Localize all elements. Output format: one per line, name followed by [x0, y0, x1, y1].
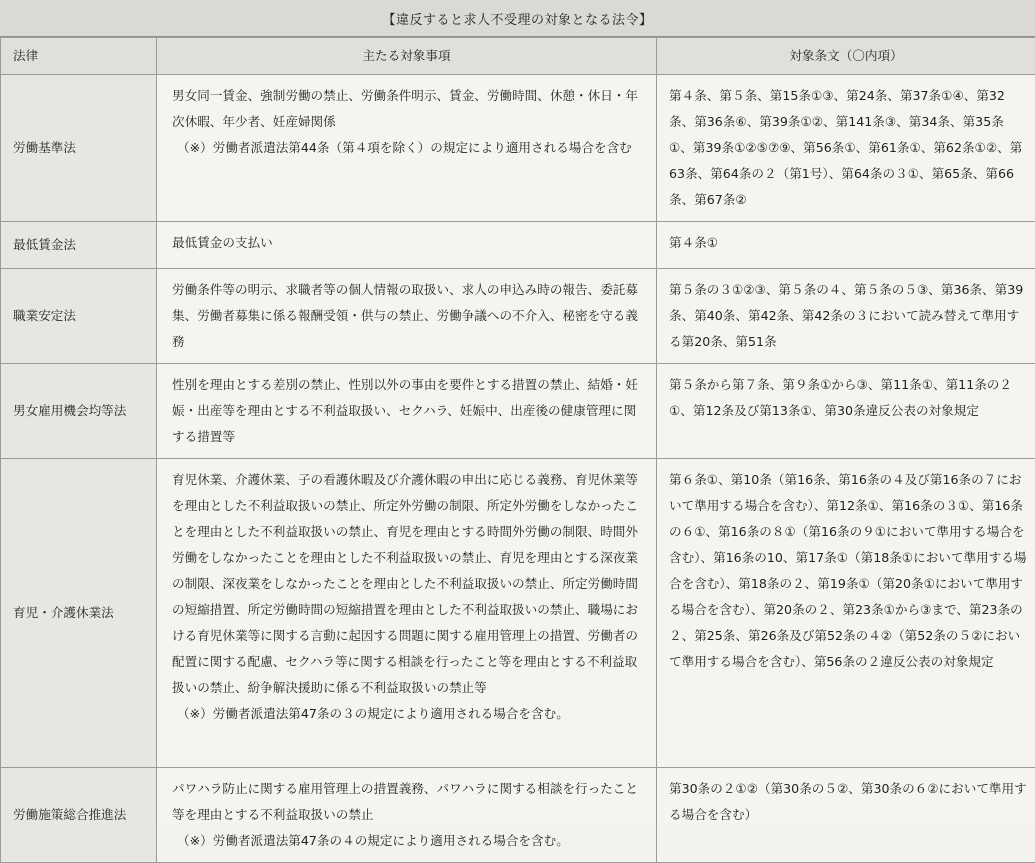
subject-cell [157, 75, 657, 222]
subject-text: 最低賃金の支払い [172, 235, 273, 250]
laws-table [0, 37, 1035, 863]
articles-cell: 第４条、第５条、第15条①③、第24条、第37条①④、第32条、第36条⑥、第39条①②、第141条③、第34条、第35条①、第39条①②⑤⑦⑨、第56条①、第61条①、第62条①②、第63条、第64条の２（第1号）、第64条の３①、第65条、第66条、第67条② [657, 75, 1035, 222]
subject-note: （※）労働者派遣法第47条の４の規定により適用される場合を含む。 [172, 828, 646, 854]
subject-text: 育児休業、介護休業、子の看護休暇及び介護休暇の申出に応じる義務、育児休業等を理由とした不利益取扱いの禁止、所定外労働の制限、所定外労働をしなかったことを理由とした不利益取扱いの禁止、育児を理由とする時間外労働の制限、時間外労働をしなかったことを理由とした不利益取扱いの禁止、育児を理由とする深夜業の制限、深夜業をしなかったことを理由とした不利益取扱いの禁止、所定労働時間の短縮措置、所定労働時間の短縮措置を理由とした不利益取扱いの禁止、職場における育児休業等に関する言動に起因する問題に関する雇用管理上の措置、労働者の配置に関する配慮、セクハラ等に関する相談を行ったこと等を理由とする不利益取扱いの禁止、紛争解決援助に係る不利益取扱いの禁止等 [172, 472, 638, 695]
table-row [1, 364, 1035, 459]
subject-cell [157, 768, 657, 863]
articles-cell: 第５条から第７条、第９条①から③、第11条①、第11条の２①、第12条及び第13条①、第30条違反公表の対象規定 [657, 364, 1035, 459]
header-row [1, 38, 1035, 75]
law-name: 職業安定法 [1, 269, 157, 364]
subject-note: （※）労働者派遣法第47条の３の規定により適用される場合を含む。 [172, 701, 646, 727]
law-name: 男女雇用機会均等法 [1, 364, 157, 459]
subject-note: （※）労働者派遣法第44条（第４項を除く）の規定により適用される場合を含む [172, 135, 646, 161]
table-caption: 【違反すると求人不受理の対象となる法令】 [0, 0, 1035, 37]
articles-cell: 第６条①、第10条（第16条、第16条の４及び第16条の７において準用する場合を含む）、第12条①、第16条の３①、第16条の６①、第16条の８①（第16条の９①において準用する場合を含む）、第16条の10、第17条①（第18条①において準用する場合を含む）、第18条の２、第19条①（第20条①において準用する場合を含む）、第20条の２、第23条①から③まで、第23条の２、第25条、第26条及び第52条の４②（第52条の５②において準用する場合を含む）、第56条の２違反公表の対象規定 [657, 459, 1035, 768]
subject-cell [157, 269, 657, 364]
law-name: 最低賃金法 [1, 222, 157, 269]
law-name: 労働施策総合推進法 [1, 768, 157, 863]
subject-cell [157, 222, 657, 269]
law-name: 育児・介護休業法 [1, 459, 157, 768]
subject-cell [157, 459, 657, 768]
subject-cell [157, 364, 657, 459]
table-row [1, 768, 1035, 863]
subject-text: 労働条件等の明示、求職者等の個人情報の取扱い、求人の申込み時の報告、委託募集、労働者募集に係る報酬受領・供与の禁止、労働争議への不介入、秘密を守る義務 [172, 282, 638, 349]
table-row [1, 222, 1035, 269]
subject-text: 性別を理由とする差別の禁止、性別以外の事由を要件とする措置の禁止、結婚・妊娠・出産等を理由とする不利益取扱い、セクハラ、妊娠中、出産後の健康管理に関する措置等 [172, 377, 638, 444]
articles-cell: 第30条の２①②（第30条の５②、第30条の６②において準用する場合を含む） [657, 768, 1035, 863]
table-row [1, 75, 1035, 222]
header-law: 法律 [1, 38, 157, 75]
header-subjects: 主たる対象事項 [157, 38, 657, 75]
subject-text: パワハラ防止に関する雇用管理上の措置義務、パワハラに関する相談を行ったこと等を理由とする不利益取扱いの禁止 [172, 781, 638, 822]
header-articles: 対象条文（〇内項） [657, 38, 1035, 75]
articles-cell: 第５条の３①②③、第５条の４、第５条の５③、第36条、第39条、第40条、第42条、第42条の３において読み替えて準用する第20条、第51条 [657, 269, 1035, 364]
articles-cell: 第４条① [657, 222, 1035, 269]
table-row [1, 459, 1035, 768]
subject-text: 男女同一賃金、強制労働の禁止、労働条件明示、賃金、労働時間、休憩・休日・年次休暇、年少者、妊産婦関係 [172, 88, 638, 129]
law-name: 労働基準法 [1, 75, 157, 222]
table-row [1, 269, 1035, 364]
